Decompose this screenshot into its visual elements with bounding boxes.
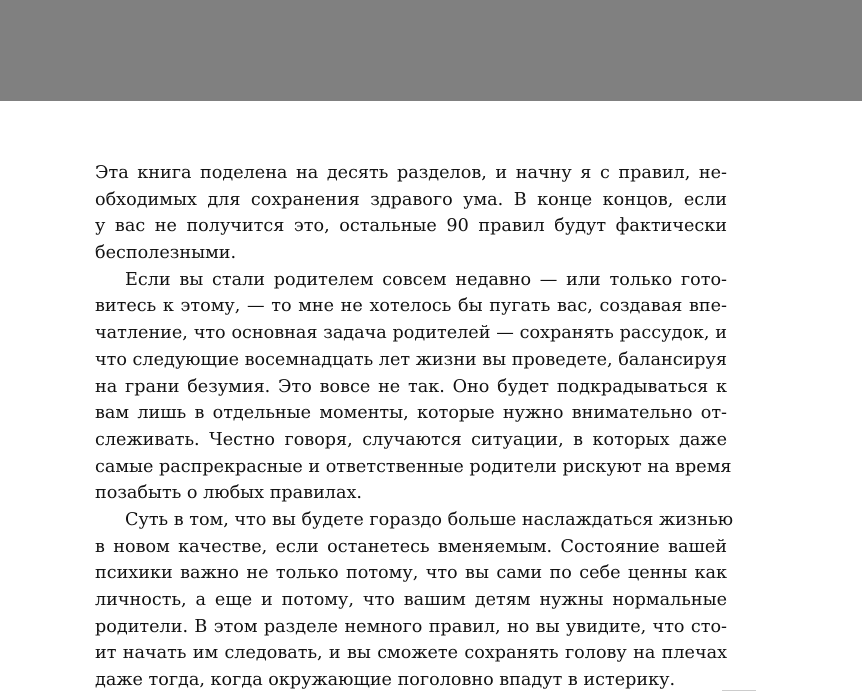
text-line: в новом качестве, если останетесь вменяемым. Состояние вашей xyxy=(95,536,727,557)
text-line: родители. В этом разделе немного правил, но вы увидите, что сто- xyxy=(95,616,727,637)
text-line: слеживать. Честно говоря, случаются ситуации, в которых даже xyxy=(95,429,727,450)
text-line: обходимых для сохранения здравого ума. В конце концов, если xyxy=(95,189,727,210)
text-line: бесполезными. xyxy=(95,243,237,264)
text-line: на грани безумия. Это вовсе не так. Оно будет подкрадываться к xyxy=(95,376,727,397)
text-line: чатление, что основная задача родителей — сохранять рассудок, и xyxy=(95,323,727,344)
page-edge-mark xyxy=(722,690,756,691)
text-line: у вас не получится это, остальные 90 правил будут фактически xyxy=(95,216,727,237)
text-line: Эта книга поделена на десять разделов, и начну я с правил, не- xyxy=(95,163,727,183)
text-line: психики важно не только потому, что вы сами по себе ценны как xyxy=(95,563,727,584)
book-text xyxy=(95,160,734,694)
text-line: что следующие восемнадцать лет жизни вы проведете, балансируя xyxy=(95,349,727,370)
text-line: витесь к этому, — то мне не хотелось бы пугать вас, создавая впе- xyxy=(95,296,727,317)
text-line: Суть в том, что вы будете гораздо больше наслаждаться жизнью xyxy=(125,509,734,530)
text-line: даже тогда, когда окружающие поголовно впадут в истерику. xyxy=(95,670,676,691)
text-line: вам лишь в отдельные моменты, которые нужно внимательно от- xyxy=(95,403,727,424)
text-line: позабыть о любых правилах. xyxy=(95,483,362,504)
top-gray-band xyxy=(0,0,862,101)
text-line: самые распрекрасные и ответственные родители рискуют на время xyxy=(95,456,732,477)
text-line: личность, а еще и потому, что вашим детям нужны нормальные xyxy=(95,590,727,610)
text-line: Если вы стали родителем совсем недавно — или только гото- xyxy=(125,269,727,290)
text-line: ит начать им следовать, и вы сможете сохранять голову на плечах xyxy=(95,643,727,664)
